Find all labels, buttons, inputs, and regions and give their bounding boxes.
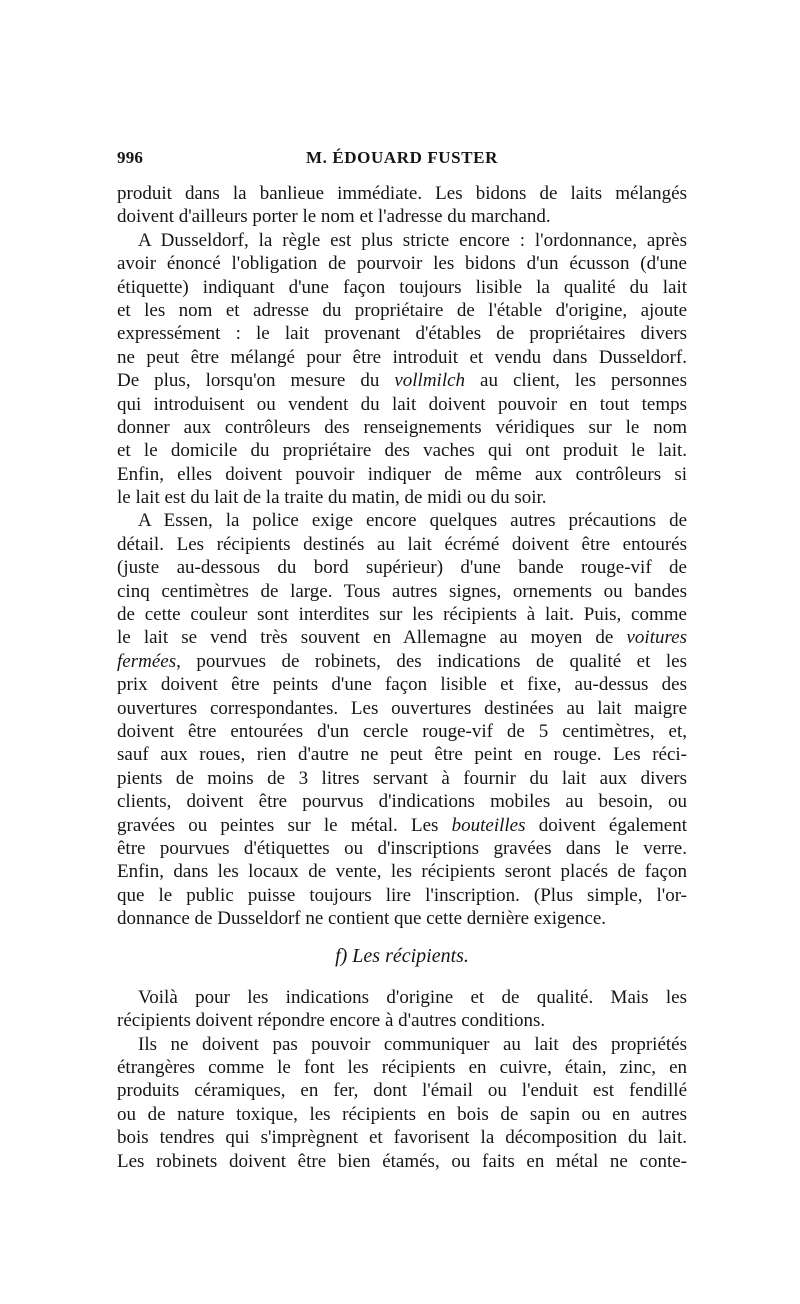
text-line: et les nom et adresse du propriétaire de l'étable d'origine, ajoute [117, 299, 687, 321]
text-line: ouvertures correspondantes. Les ouvertures destinées au lait maigre [117, 697, 687, 719]
text-line: Voilà pour les indications d'origine et de qualité. Mais les [138, 986, 687, 1008]
paragraph [117, 182, 687, 229]
text-line: récipients doivent répondre encore à d'autres conditions. [117, 1010, 546, 1032]
text-line: fermées, pourvues de robinets, des indications de qualité et les [117, 650, 687, 672]
text-line: doivent d'ailleurs porter le nom et l'adresse du marchand. [117, 206, 551, 228]
text-line: le lait est du lait de la traite du matin, de midi ou du soir. [117, 487, 547, 509]
text-line: (juste au-dessous du bord supérieur) d'une bande rouge-vif de [117, 557, 687, 579]
text-line: cinq centimètres de large. Tous autres signes, ornements ou bandes [117, 580, 687, 602]
text-line: Les robinets doivent être bien étamés, ou faits en métal ne conte- [117, 1150, 687, 1172]
text-line: sauf aux roues, rien d'autre ne peut être peint en rouge. Les réci- [117, 744, 687, 766]
running-head [117, 148, 687, 172]
text-line: détail. Les récipients destinés au lait écrémé doivent être entourés [117, 533, 687, 555]
text-line: ou de nature toxique, les récipients en bois de sapin ou en autres [117, 1103, 687, 1125]
text-line: que le public puisse toujours lire l'inscription. (Plus simple, l'or- [117, 884, 687, 906]
text-line: Enfin, dans les locaux de vente, les récipients seront placés de façon [117, 861, 687, 883]
text-line: Enfin, elles doivent pouvoir indiquer de même aux contrôleurs si [117, 463, 687, 485]
paragraph [117, 1033, 687, 1173]
text-line: être pourvues d'étiquettes ou d'inscriptions gravées dans le verre. [117, 837, 687, 859]
text-line: pients de moins de 3 litres servant à fournir du lait aux divers [117, 767, 687, 789]
paragraph [117, 509, 687, 930]
section-heading: f) Les récipients. [335, 944, 469, 967]
text-line: ne peut être mélangé pour être introduit et vendu dans Dusseldorf. [117, 346, 687, 368]
text-line: clients, doivent être pourvus d'indications mobiles au besoin, ou [117, 791, 687, 813]
text-line: produits céramiques, en fer, dont l'émail ou l'enduit est fendillé [117, 1080, 687, 1102]
text-line: produit dans la banlieue immédiate. Les bidons de laits mélangés [117, 183, 687, 204]
paragraph [117, 986, 687, 1033]
text-line: étiquette) indiquant d'une façon toujours lisible la qualité du lait [117, 276, 687, 298]
text-line: A Essen, la police exige encore quelques autres précautions de [138, 510, 687, 532]
text-line: De plus, lorsqu'on mesure du vollmilch au client, les personnes [117, 370, 687, 392]
text-line: et le domicile du propriétaire des vaches qui ont produit le lait. [117, 440, 687, 462]
text-line: de cette couleur sont interdites sur les récipients à lait. Puis, comme [117, 604, 687, 626]
text-line: gravées ou peintes sur le métal. Les bouteilles doivent également [117, 814, 687, 836]
text-line: avoir énoncé l'obligation de pourvoir les bidons d'un écusson (d'une [117, 253, 687, 275]
text-line: qui introduisent ou vendent du lait doivent pouvoir en tout temps [117, 393, 687, 415]
running-title: M. ÉDOUARD FUSTER [305, 148, 498, 167]
text-line: prix doivent être peints d'une façon lisible et fixe, au-dessus des [117, 674, 687, 696]
text-line: bois tendres qui s'imprègnent et favorisent la décomposition du lait. [117, 1127, 687, 1149]
body-text [117, 182, 687, 1173]
text-line: A Dusseldorf, la règle est plus stricte encore : l'ordonnance, après [138, 229, 687, 251]
text-line: expressément : le lait provenant d'étables de propriétaires divers [117, 323, 687, 345]
text-line: doivent être entourées d'un cercle rouge-vif de 5 centimètres, et, [117, 720, 687, 742]
text-line: Ils ne doivent pas pouvoir communiquer au lait des propriétés [138, 1033, 687, 1055]
page-number: 996 [117, 148, 144, 167]
text-line: donner aux contrôleurs des renseignements véridiques sur le nom [117, 416, 687, 438]
text-line: le lait se vend très souvent en Allemagne au moyen de voitures [117, 627, 687, 649]
text-line: donnance de Dusseldorf ne contient que cette dernière exigence. [117, 908, 607, 930]
text-line: étrangères comme le font les récipients en cuivre, étain, zinc, en [117, 1057, 687, 1079]
paragraph [117, 229, 687, 510]
